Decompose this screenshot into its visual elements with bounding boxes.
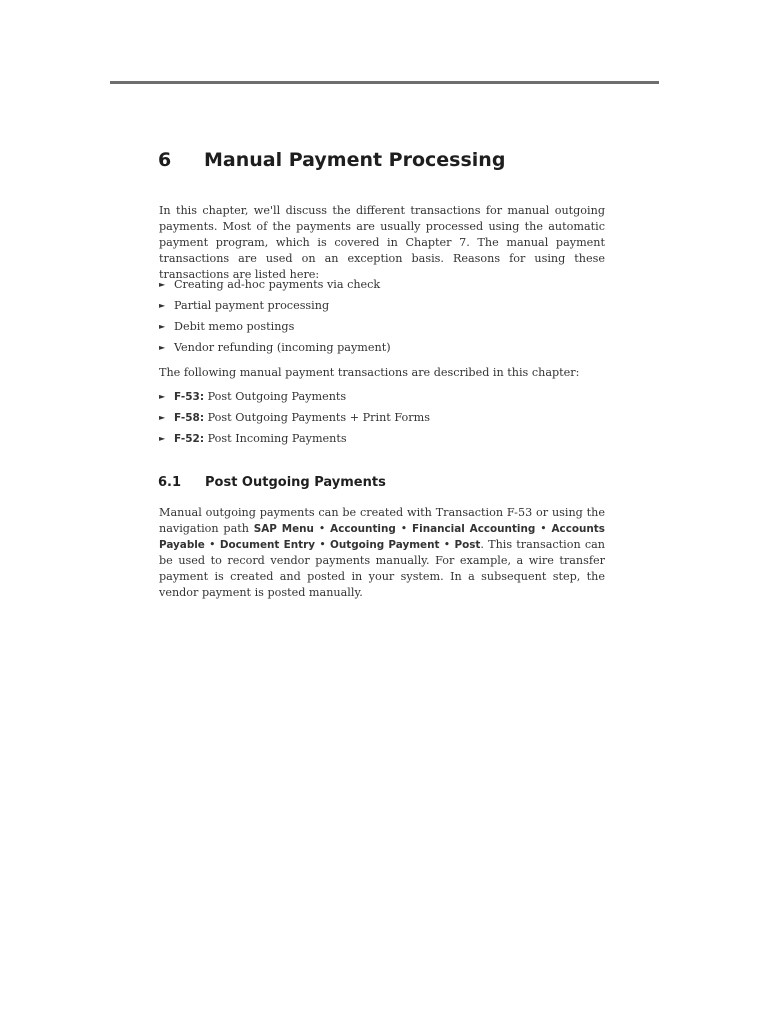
bullet-arrow-icon: ► (159, 322, 166, 331)
transaction-label: Post Outgoing Payments + Print Forms (207, 411, 430, 424)
bullet-arrow-icon: ► (159, 343, 166, 352)
chapter-title: Manual Payment Processing (204, 149, 506, 171)
list-item: ► Debit memo postings (159, 320, 295, 333)
top-rule (110, 81, 659, 84)
path-item: Outgoing Payment (330, 539, 440, 551)
list-item (159, 431, 605, 452)
bullet-arrow-icon: ► (159, 392, 166, 401)
bullet-arrow-icon: ► (159, 280, 166, 289)
path-item: Financial Accounting (412, 523, 536, 535)
section-paragraph: Manual outgoing payments can be created with Transaction F-53 or using the navigation path SAP Menu • Accounting • Financial Accounting • Accounts Payable • Document Entry • Outgoing Payment • Post. This transaction can be used to record vendor payments manually. For example, a wire transfer payment is created and posted in your system. In a subsequent step, the vendor payment is posted manually. (159, 506, 606, 599)
transaction-code: F-52: (174, 433, 205, 445)
bullet-arrow-icon: ► (159, 413, 166, 422)
para-end: . This transaction can be used to record vendor payments manually. For example, a wire transfer payment is created and posted in your system. In a subsequent step, the vendor payment is posted manually. (159, 538, 606, 599)
chapter-number: 6 (158, 149, 172, 171)
transaction-code: F-53: (174, 391, 205, 403)
following-paragraph: The following manual payment transactions are described in this chapter: (159, 366, 580, 379)
path-item: SAP Menu (253, 523, 314, 535)
list-item: ► Vendor refunding (incoming payment) (159, 341, 391, 354)
para-start: Manual outgoing payments can be created with Transaction F-53 or using the navigation path (159, 506, 605, 535)
transaction-label: Post Incoming Payments (207, 432, 347, 445)
path-item: Accounting (330, 523, 396, 535)
section-title: Post Outgoing Payments (205, 475, 386, 490)
list-item (159, 389, 605, 410)
transactions-list (159, 389, 605, 452)
list-item: ► Partial payment processing (159, 299, 330, 312)
section-number: 6.1 (158, 475, 182, 490)
path-item: Accounts Payable (159, 523, 605, 551)
transaction-label: Post Outgoing Payments (207, 390, 347, 403)
list-item: ► Creating ad-hoc payments via check (159, 278, 381, 291)
bullet-arrow-icon: ► (159, 301, 166, 310)
path-item: Document Entry (219, 539, 316, 551)
chapter-heading (158, 149, 505, 171)
reasons-list (159, 277, 605, 361)
transaction-code: F-58: (174, 412, 205, 424)
list-item (159, 410, 605, 431)
path-item: Post (454, 539, 481, 551)
section-heading (158, 475, 386, 490)
bullet-arrow-icon: ► (159, 434, 166, 443)
intro-paragraph: In this chapter, we'll discuss the different transactions for manual outgoing payments. Most of the payments are usually processed using the automatic payment program, which is covered in Chapter 7. The manual payment transactions are used on an exception basis. Reasons for using these transactions are listed here: (159, 204, 605, 281)
